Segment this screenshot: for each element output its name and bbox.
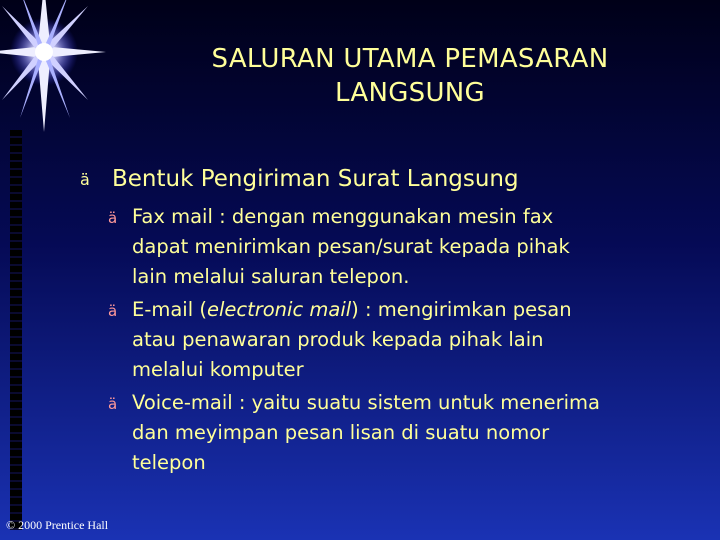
- sub-bullet-line: telepon: [132, 451, 206, 474]
- sub-bullet-line: dapat menirimkan pesan/surat kepada pihak: [132, 235, 570, 258]
- sub-bullet-list: [108, 202, 688, 481]
- slide-title-line: LANGSUNG: [335, 78, 485, 108]
- copyright-footer: © 2000 Prentice Hall: [6, 518, 109, 532]
- side-decoration-bar: [10, 130, 22, 530]
- sub-bullet-line: lain melalui saluran telepon.: [132, 265, 410, 288]
- sub-bullet-line: melalui komputer: [132, 358, 304, 381]
- bullet-icon: ä: [80, 170, 90, 189]
- sub-bullet-line: dan meyimpan pesan lisan di suatu nomor: [132, 421, 550, 444]
- sub-bullet-icon: ä: [108, 395, 118, 413]
- sub-bullet-line: E-mail (electronic mail) : mengirimkan pesan: [132, 298, 572, 321]
- sub-bullet-fax-mail: [108, 202, 688, 292]
- sub-bullet-e-mail: [108, 295, 688, 385]
- sub-bullet-line: Voice-mail : yaitu suatu sistem untuk menerima: [132, 391, 600, 414]
- slide-title-line: SALURAN UTAMA PEMASARAN: [211, 44, 609, 74]
- sub-bullet-line: atau penawaran produk kepada pihak lain: [132, 328, 544, 351]
- emphasis-text: electronic mail: [206, 298, 352, 321]
- sub-bullet-line: Fax mail : dengan menggunakan mesin fax: [132, 205, 554, 228]
- main-bullet-text: Bentuk Pengiriman Surat Langsung: [112, 166, 519, 192]
- sub-bullet-icon: ä: [108, 302, 118, 320]
- sub-bullet-voice-mail: [108, 388, 688, 478]
- sub-bullet-icon: ä: [108, 209, 118, 227]
- slide-title: [130, 42, 690, 110]
- starburst-icon: [0, 0, 112, 142]
